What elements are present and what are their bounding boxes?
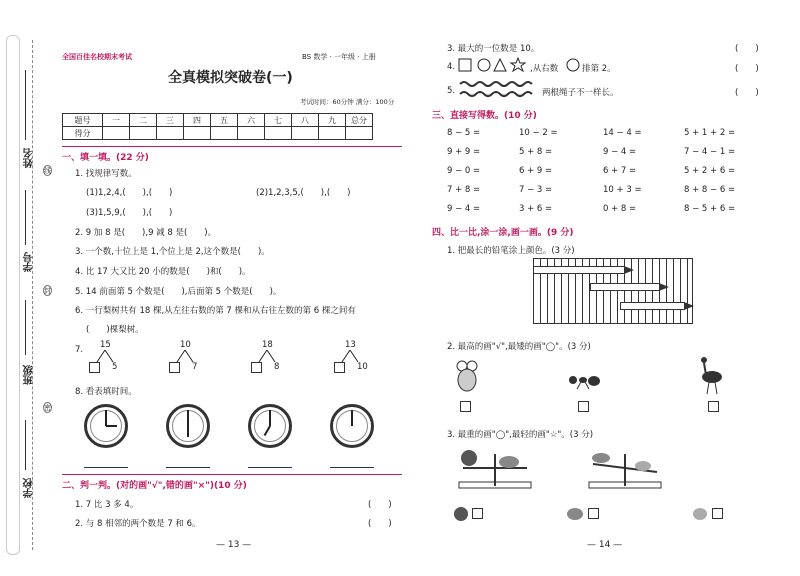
answer-box[interactable] xyxy=(460,401,471,412)
name-line xyxy=(25,70,26,140)
score-header-cell: 四 xyxy=(184,114,211,127)
score-cell[interactable] xyxy=(238,127,265,140)
calc-item: 8 − 5 = xyxy=(447,128,481,138)
cut-line xyxy=(32,40,33,550)
ant-icon xyxy=(567,370,603,390)
answer-box[interactable] xyxy=(712,508,723,519)
s2-q4: 4. xyxy=(447,62,456,72)
score-cell[interactable] xyxy=(184,127,211,140)
s1-q2: 2. 9 加 8 是( ),9 减 8 是( )。 xyxy=(75,228,217,238)
calc-item: 9 − 4 = xyxy=(447,204,481,214)
pencil-1[interactable] xyxy=(533,266,625,274)
score-header-cell: 二 xyxy=(130,114,157,127)
answer-box[interactable] xyxy=(472,508,483,519)
score-cell[interactable] xyxy=(130,127,157,140)
split-top: 18 xyxy=(262,340,273,350)
s1-q5: 5. 14 前面第 5 个数是( ),后面第 5 个数是( )。 xyxy=(75,287,282,297)
star-shape xyxy=(511,58,525,71)
split-top: 13 xyxy=(345,340,356,350)
answer-paren[interactable]: ( ) xyxy=(735,64,759,74)
calc-item: 0 + 8 = xyxy=(603,204,637,214)
calc-item: 14 − 4 = xyxy=(603,128,642,138)
answer-box[interactable] xyxy=(251,362,262,373)
score-header-cell: 一 xyxy=(103,114,130,127)
section-3-title: 三、直接写得数。(10 分) xyxy=(432,111,537,121)
binding-strip xyxy=(0,0,52,576)
minute-hand xyxy=(351,410,353,426)
section-2-title: 二、判一判。(对的画"√",错的画"×")(10 分) xyxy=(62,481,247,491)
minute-hand xyxy=(187,410,189,426)
s4-q3: 3. 最重的画"◯",最轻的画"☆"。(3 分) xyxy=(447,430,594,440)
time-info: 考试时间：60分钟 满分：100分 xyxy=(300,98,395,106)
calc-item: 10 − 2 = xyxy=(519,128,558,138)
calc-item: 10 + 3 = xyxy=(603,185,642,195)
s1-q1: 1. 找规律写数。 xyxy=(75,169,137,179)
split-right: 7 xyxy=(192,362,198,372)
answer-box[interactable] xyxy=(89,362,100,373)
calc-item: 8 + 8 − 6 = xyxy=(684,185,736,195)
score-header-cell: 八 xyxy=(292,114,319,127)
s2-q4-text: ,从右数 xyxy=(530,64,559,74)
calc-item: 6 + 7 = xyxy=(603,166,637,176)
fruit-icon xyxy=(690,506,710,522)
pineapple-icon xyxy=(566,506,584,522)
circle-shape xyxy=(566,58,580,72)
s1-q8: 8. 看表填时间。 xyxy=(75,387,137,397)
ropes-icon xyxy=(458,78,540,100)
hour-hand xyxy=(187,426,189,437)
s1-q7: 7. xyxy=(75,345,84,355)
divider xyxy=(62,474,402,475)
score-cell[interactable] xyxy=(265,127,292,140)
class-label: 班级 xyxy=(24,365,35,385)
calc-item: 9 + 9 = xyxy=(447,147,481,157)
s2-q4-text2: 排第 2。 xyxy=(582,64,616,74)
answer-paren[interactable]: ( ) xyxy=(735,44,759,54)
calc-item: 5 + 8 = xyxy=(519,147,553,157)
calc-item: 5 + 2 + 6 = xyxy=(684,166,736,176)
subject-info: BS 数学 · 一年级 · 上册 xyxy=(302,53,376,61)
score-header-cell: 五 xyxy=(211,114,238,127)
triangle-shape xyxy=(494,59,506,71)
s2-q2: 2. 与 8 相邻的两个数是 7 和 6。 xyxy=(75,519,201,529)
shapes-row xyxy=(458,57,538,73)
split-right: 5 xyxy=(112,362,118,372)
page-title: 全真模拟突破卷(一) xyxy=(168,70,293,86)
hour-hand xyxy=(106,425,117,427)
score-cell[interactable]: 得分 xyxy=(63,127,103,140)
circle-shape xyxy=(478,59,490,71)
s1-q1a: (1)1,2,4,( ),( ) xyxy=(86,188,173,198)
s1-q3: 3. 一个数,十位上是 1,个位上是 2,这个数是( )。 xyxy=(75,247,270,257)
balance-scale-1 xyxy=(455,444,535,490)
answer-box[interactable] xyxy=(169,362,180,373)
answer-paren[interactable]: ( ) xyxy=(735,88,759,98)
score-table xyxy=(62,113,373,140)
name-label: 姓名 xyxy=(24,148,35,168)
score-cell[interactable] xyxy=(211,127,238,140)
watermelon-icon xyxy=(452,506,470,522)
s2-q1: 1. 7 比 3 多 4。 xyxy=(75,500,139,510)
number-line xyxy=(25,190,26,245)
time-answer-line[interactable] xyxy=(166,467,210,468)
calc-item: 6 + 9 = xyxy=(519,166,553,176)
score-header-cell: 六 xyxy=(238,114,265,127)
s2-q5-text: 两根绳子不一样长。 xyxy=(542,88,619,98)
s1-q1c: (3)1,5,9,( ),( ) xyxy=(86,208,173,218)
seal-dense: 密 xyxy=(44,404,51,412)
answer-box[interactable] xyxy=(334,362,345,373)
calc-item: 9 − 4 = xyxy=(603,147,637,157)
clock-face xyxy=(166,404,210,448)
s4-q2: 2. 最高的画"√",最矮的画"◯"。(3 分) xyxy=(447,342,591,352)
calc-item: 7 − 4 − 1 = xyxy=(684,147,736,157)
answer-box[interactable] xyxy=(578,401,589,412)
seal-seal: 封 xyxy=(44,287,51,295)
clock-face xyxy=(330,404,374,448)
s2-q5: 5. xyxy=(447,86,456,96)
clock-face xyxy=(84,404,128,448)
score-header-cell: 三 xyxy=(157,114,184,127)
s4-q1: 1. 把最长的铅笔涂上颜色。(3 分) xyxy=(447,246,575,256)
square-shape xyxy=(459,59,471,71)
score-header-cell: 九 xyxy=(319,114,346,127)
pencil-3[interactable] xyxy=(620,302,685,310)
calc-item: 9 − 0 = xyxy=(447,166,481,176)
calc-item: 8 − 5 + 6 = xyxy=(684,204,736,214)
s1-q1b: (2)1,2,3,5,( ),( ) xyxy=(256,188,351,198)
s2-q3: 3. 最大的一位数是 10。 xyxy=(447,44,540,54)
calc-item: 7 − 3 = xyxy=(519,185,553,195)
score-header-cell: 七 xyxy=(265,114,292,127)
page-number-left: — 13 — xyxy=(216,540,252,550)
score-cell[interactable] xyxy=(292,127,319,140)
split-right: 8 xyxy=(274,362,280,372)
answer-box[interactable] xyxy=(588,508,599,519)
time-answer-line[interactable] xyxy=(84,467,128,468)
clock-face xyxy=(248,404,292,448)
score-header-cell: 题号 xyxy=(63,114,103,127)
time-answer-line[interactable] xyxy=(330,467,374,468)
time-answer-line[interactable] xyxy=(248,467,292,468)
split-right: 10 xyxy=(357,362,368,372)
school-line xyxy=(25,420,26,470)
section-4-title: 四、比一比,涂一涂,画一画。(9 分) xyxy=(432,228,574,238)
answer-paren[interactable]: ( ) xyxy=(368,519,392,529)
answer-box[interactable] xyxy=(708,401,719,412)
split-top: 10 xyxy=(180,340,191,350)
score-header-cell: 总分 xyxy=(346,114,373,127)
score-cell[interactable] xyxy=(103,127,130,140)
divider xyxy=(62,146,402,147)
calc-item: 7 + 8 = xyxy=(447,185,481,195)
minute-hand xyxy=(269,410,271,426)
answer-paren[interactable]: ( ) xyxy=(368,500,392,510)
s1-q4: 4. 比 17 大又比 20 小的数是( )和( )。 xyxy=(75,267,251,277)
calc-item: 3 + 6 = xyxy=(519,204,553,214)
seal-line: 线 xyxy=(44,167,51,175)
minute-hand xyxy=(105,410,107,426)
page-number-right: — 14 — xyxy=(587,540,623,550)
school-label: 学校 xyxy=(24,478,35,498)
balance-scale-2 xyxy=(585,444,665,490)
s1-q6: 6. 一行梨树共有 18 棵,从左往右数的第 7 棵和从右往左数的第 6 棵之间有 xyxy=(75,306,356,316)
score-cell[interactable] xyxy=(157,127,184,140)
class-line xyxy=(25,300,26,355)
split-top: 15 xyxy=(100,340,111,350)
calc-item: 5 + 1 + 2 = xyxy=(684,128,736,138)
section-1-title: 一、填一填。(22 分) xyxy=(62,153,149,163)
number-label: 学号 xyxy=(24,252,35,272)
score-cell[interactable] xyxy=(319,127,346,140)
pencil-2[interactable] xyxy=(590,283,660,291)
score-cell[interactable] xyxy=(346,127,373,140)
ostrich-icon xyxy=(696,355,726,395)
binding-frame xyxy=(6,35,20,555)
s1-q6-cont: ( )棵梨树。 xyxy=(86,325,144,335)
mouse-icon xyxy=(452,358,482,394)
banner: 全国百佳名校期末考试 xyxy=(62,53,132,61)
